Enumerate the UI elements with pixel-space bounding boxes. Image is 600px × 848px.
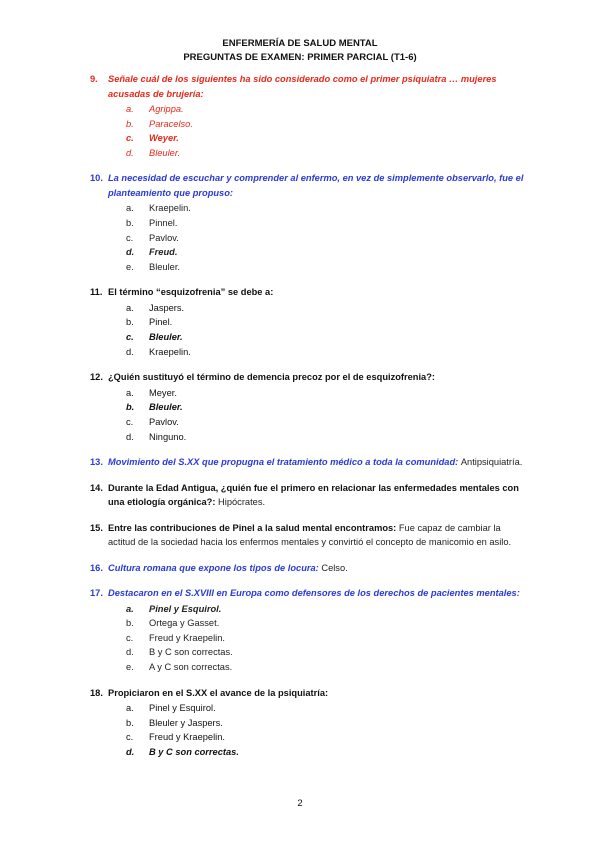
option-list [90, 386, 530, 444]
option-c-correct: c. Bleuler. [126, 332, 183, 343]
question-text: Movimiento del S.XX que propugna el tratamiento médico a toda la comunidad: [108, 457, 459, 468]
option-a: a. Agrippa. [126, 104, 184, 114]
question-list [90, 72, 530, 770]
question-number: 18. [90, 687, 103, 698]
question-14 [90, 481, 530, 510]
option-b: b. Bleuler y Jaspers. [126, 717, 223, 728]
option-a: a. Meyer. [126, 387, 177, 398]
answer-text: Celso. [321, 562, 348, 573]
option-d-correct: d. Freud. [126, 247, 178, 258]
question-text: Cultura romana que expone los tipos de locura: [108, 562, 319, 573]
answer-text: Hipócrates. [218, 497, 266, 508]
header-title: ENFERMERÍA DE SALUD MENTAL [222, 38, 378, 49]
option-a: a. Pinel y Esquirol. [126, 703, 216, 714]
question-number: 14. [90, 482, 103, 493]
option-d: d. B y C son correctas. [126, 647, 233, 658]
question-text: Destacaron en el S.XVIII en Europa como defensores de los derechos de pacientes mentales: [108, 588, 520, 599]
question-number: 9. [90, 74, 98, 84]
question-text: El término “esquizofrenia” se debe a: [108, 287, 274, 298]
option-a: a. Kraepelin. [126, 203, 191, 214]
option-a: a. Jaspers. [126, 302, 185, 313]
answer-text: Fue capaz de cambiar la actitud de la sociedad hacia los enfermos mentales y convirtió el concepto de manicomio en asilo. [108, 522, 512, 548]
question-text: Propiciaron en el S.XX el avance de la psiquiatría: [108, 687, 329, 698]
question-number: 17. [90, 588, 103, 599]
question-13 [90, 455, 530, 470]
option-d: d. Kraepelin. [126, 346, 191, 357]
option-d-correct: d. B y C son correctas. [126, 746, 239, 757]
question-text: ¿Quién sustituyó el término de demencia precoz por el de esquizofrenia?: [108, 372, 436, 383]
question-number: 11. [90, 287, 103, 298]
option-b: b. Paracelso. [126, 118, 193, 129]
document-header [0, 37, 600, 65]
option-c: c. Pavlov. [126, 416, 179, 427]
question-number: 10. [90, 173, 103, 184]
option-b: b. Pinnel. [126, 217, 178, 228]
question-number: 16. [90, 562, 103, 573]
option-list [90, 201, 530, 274]
question-11 [90, 285, 530, 359]
option-e: e. A y C son correctas. [126, 661, 233, 672]
question-16 [90, 561, 530, 576]
option-list [90, 602, 530, 675]
option-b: b. Pinel. [126, 317, 173, 328]
question-9 [90, 72, 530, 160]
question-text: Entre las contribuciones de Pinel a la salud mental encontramos: [108, 522, 397, 533]
option-d: d. Ninguno. [126, 431, 187, 442]
option-e: e. Bleuler. [126, 261, 181, 272]
option-b-correct: b. Bleuler. [126, 402, 183, 413]
answer-text: Antipsiquiatría. [460, 457, 523, 468]
option-list [90, 701, 530, 759]
option-c-correct: c. Weyer. [126, 133, 179, 144]
header-subtitle: PREGUNTAS DE EXAMEN: PRIMER PARCIAL (T1-6) [183, 52, 417, 63]
option-c: c. Pavlov. [126, 232, 179, 243]
question-text: La necesidad de escuchar y comprender al enfermo, en vez de simplemente observarlo, fue el planteamiento que propuso: [108, 173, 524, 198]
page-number: 2 [297, 798, 303, 809]
question-15 [90, 521, 530, 550]
question-text: Durante la Edad Antigua, ¿quién fue el primero en relacionar las enfermedades mentales con una etiología orgánica?: [108, 482, 519, 508]
question-10 [90, 171, 530, 274]
option-list [90, 102, 530, 160]
question-12 [90, 370, 530, 444]
question-number: 12. [90, 372, 103, 383]
question-number: 15. [90, 522, 103, 533]
question-17 [90, 586, 530, 674]
option-c: c. Freud y Kraepelin. [126, 632, 225, 643]
option-a-correct: a. Pinel y Esquirol. [126, 603, 222, 614]
option-b: b. Ortega y Gasset. [126, 618, 220, 629]
question-number: 13. [90, 457, 103, 468]
question-18 [90, 686, 530, 760]
question-text: Señale cuál de los siguientes ha sido considerado como el primer psiquiatra … mujeres acusadas de brujería: [108, 74, 497, 99]
option-list [90, 301, 530, 359]
option-c: c. Freud y Kraepelin. [126, 732, 225, 743]
option-d: d. Bleuler. [126, 147, 181, 158]
